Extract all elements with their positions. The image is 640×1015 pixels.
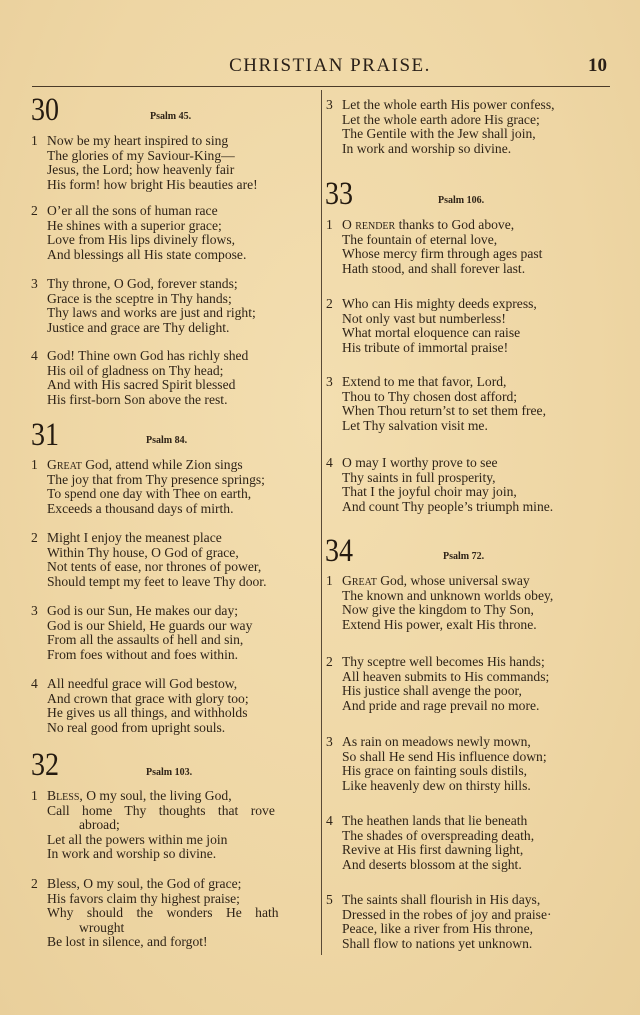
verse-number: 3	[31, 603, 38, 618]
verse-line: He gives us all things, and withholds	[47, 705, 248, 721]
hymn-number: 33	[325, 176, 354, 212]
verse	[31, 203, 247, 262]
verse-line: Shall flow to nations yet unknown.	[342, 935, 533, 951]
verse-number: 3	[326, 734, 333, 749]
verse-line: The joy that from Thy presence springs;	[47, 471, 265, 487]
verse-line: His grace on fainting souls distils,	[342, 763, 528, 779]
verse-number: 3	[326, 97, 333, 112]
verse-line: God! Thine own God has richly shed	[47, 348, 249, 363]
verse-line: And blessings all His state compose.	[47, 246, 247, 262]
verse	[326, 217, 543, 276]
verse	[326, 97, 555, 156]
verse	[326, 892, 552, 951]
verse-line: Dressed in the robes of joy and praise·	[342, 906, 552, 922]
verse-line-continuation: abroad;	[79, 817, 120, 833]
verse-line: And count Thy people’s triumph mine.	[342, 498, 554, 514]
verse-line: Like heavenly dew on thirsty hills.	[342, 777, 531, 793]
verse	[326, 573, 554, 632]
verse-line: Hath stood, and shall forever last.	[342, 260, 526, 276]
verse-line: He shines with a superior grace;	[47, 217, 222, 233]
verse-line: All needful grace will God bestow,	[47, 676, 238, 691]
verse-line: The known and unknown worlds obey,	[342, 587, 554, 603]
verse-line: Be lost in silence, and forgot!	[47, 934, 208, 950]
verse-line: Not tents of ease, nor thrones of power,	[47, 559, 262, 575]
hymn-source: Psalm 72.	[443, 551, 485, 562]
verse	[326, 654, 550, 713]
verse-number: 5	[326, 892, 333, 907]
verse	[31, 133, 258, 192]
verse-line-rest: God, whose universal sway	[376, 573, 530, 588]
verse-number: 2	[31, 876, 38, 891]
verse-number: 3	[31, 276, 38, 291]
verse-line: His oil of gladness on Thy head;	[47, 362, 224, 378]
verse-number: 1	[31, 457, 38, 472]
verse-line: And crown that grace with glory too;	[47, 690, 249, 706]
small-caps-word: Bless	[47, 788, 80, 803]
verse-number: 2	[31, 203, 38, 218]
verse-line: So shall He send His influence down;	[342, 748, 547, 764]
verse-number: 4	[31, 348, 38, 363]
verse-line: The fountain of eternal love,	[342, 231, 498, 247]
verse-number: 4	[31, 676, 38, 691]
verse-line: His first-born Son above the rest.	[47, 391, 228, 407]
hymn-source: Psalm 84.	[146, 435, 188, 446]
verse-line: His justice shall avenge the poor,	[342, 683, 522, 699]
column-divider	[321, 90, 322, 955]
verse-line: The glories of my Saviour-King—	[47, 147, 235, 163]
verse-line-rest: thanks to God above,	[395, 217, 515, 232]
hymn-source: Psalm 45.	[150, 111, 192, 122]
verse-line: To spend one day with Thee on earth,	[47, 486, 252, 502]
verse-line: Peace, like a river from His throne,	[342, 921, 533, 937]
verse-line: God is our Shield, He guards our way	[47, 617, 253, 633]
verse-line: All heaven submits to His commands;	[342, 668, 550, 684]
verse-line: The saints shall flourish in His days,	[342, 892, 541, 907]
verse-line: O’er all the sons of human race	[47, 203, 218, 218]
verse-line: Within Thy house, O God of grace,	[47, 544, 239, 560]
verse-line: Revive at His first dawning light,	[342, 842, 524, 858]
verse-line	[342, 574, 553, 589]
running-head: CHRISTIAN PRAISE.	[229, 55, 431, 76]
verse-line: Love from His lips divinely flows,	[47, 232, 236, 248]
hymn-source: Psalm 106.	[438, 195, 485, 206]
verse-line: In work and worship so divine.	[47, 846, 217, 862]
verse-number: 4	[326, 813, 333, 828]
verse-line: Thy laws and works are just and right;	[47, 305, 256, 321]
verse-line: Might I enjoy the meanest place	[47, 530, 222, 545]
hymn-number: 34	[325, 533, 354, 569]
verse	[31, 457, 265, 516]
header-rule	[32, 86, 610, 87]
verse-line: When Thou return’st to set them free,	[342, 403, 546, 419]
verse	[31, 276, 256, 335]
verse	[31, 788, 275, 862]
verse-line: Let Thy salvation visit me.	[342, 417, 488, 433]
verse-line: What mortal eloquence can raise	[342, 325, 521, 341]
verse-line: The Gentile with the Jew shall join,	[342, 126, 536, 142]
verse-line: And pride and rage prevail no more.	[342, 697, 540, 713]
verse-line: Why should the wonders He hath	[47, 905, 279, 921]
page-number: 10	[588, 55, 607, 76]
verse-line: God is our Sun, He makes our day;	[47, 603, 239, 618]
verse-number: 1	[326, 573, 333, 588]
verse-line: As rain on meadows newly mown,	[342, 734, 531, 749]
verse-line: From all the assaults of hell and sin,	[47, 632, 244, 648]
verse-number: 2	[31, 530, 38, 545]
verse	[31, 876, 279, 950]
verse-line: Extend His power, exalt His throne.	[342, 616, 537, 632]
verse-line: Now be my heart inspired to sing	[47, 133, 229, 148]
verse-line: The shades of overspreading death,	[342, 827, 535, 843]
verse-line-rest: God, attend while Zion sings	[81, 457, 243, 472]
verse	[326, 813, 535, 872]
hymn-number: 31	[31, 417, 60, 453]
verse-line-continuation: wrought	[79, 919, 125, 935]
verse-number: 1	[31, 788, 38, 803]
verse-number: 1	[31, 133, 38, 148]
hymn-number: 32	[31, 747, 60, 783]
verse-line: Thou to Thy chosen dost afford;	[342, 388, 518, 404]
verse	[31, 603, 253, 662]
verse-line: Thy saints in full prosperity,	[342, 469, 496, 485]
verse-number: 2	[326, 296, 333, 311]
verse-line: Justice and grace are Thy delight.	[47, 319, 230, 335]
verse-line: Extend to me that favor, Lord,	[342, 374, 507, 389]
verse-line: His tribute of immortal praise!	[342, 339, 509, 355]
verse-line: And deserts blossom at the sight.	[342, 856, 522, 872]
verse-line-rest: , O my soul, the living God,	[79, 788, 232, 803]
verse-line: Let the whole earth His power confess,	[342, 97, 555, 112]
verse-line: Thy throne, O God, forever stands;	[47, 276, 238, 291]
small-caps-word: Great	[342, 573, 377, 588]
verse-number: 3	[326, 374, 333, 389]
verse	[326, 374, 546, 433]
verse-number: 2	[326, 654, 333, 669]
verse-line: Who can His mighty deeds express,	[342, 296, 537, 311]
verse-line	[342, 218, 542, 233]
verse-line: The heathen lands that lie beneath	[342, 813, 528, 828]
verse-line: His form! how bright His beauties are!	[47, 176, 258, 192]
verse-line: Should tempt my feet to leave Thy door.	[47, 573, 267, 589]
verse-line: Grace is the sceptre in Thy hands;	[47, 290, 232, 306]
verse-line: No real good from upright souls.	[47, 719, 226, 735]
verse-line: Let all the powers within me join	[47, 831, 228, 847]
small-caps-word: Great	[47, 457, 82, 472]
verse	[326, 734, 547, 793]
small-caps-word: O render	[342, 217, 396, 232]
verse-line: Let the whole earth adore His grace;	[342, 111, 540, 127]
verse	[31, 530, 267, 589]
verse-line: In work and worship so divine.	[342, 140, 512, 156]
hymn-number: 30	[31, 92, 60, 128]
verse-line: From foes without and foes within.	[47, 646, 239, 662]
verse	[31, 676, 249, 735]
verse-line: O may I worthy prove to see	[342, 455, 498, 470]
verse-number: 4	[326, 455, 333, 470]
verse	[326, 296, 537, 355]
verse-line: Not only vast but numberless!	[342, 310, 506, 326]
verse-line: Whose mercy firm through ages past	[342, 246, 543, 262]
verse-line: That I the joyful choir may join,	[342, 484, 517, 500]
verse-line: Jesus, the Lord; how heavenly fair	[47, 162, 235, 178]
verse-number: 1	[326, 217, 333, 232]
verse-line	[47, 789, 275, 804]
hymn-source: Psalm 103.	[146, 767, 193, 778]
verse-line: Bless, O my soul, the God of grace;	[47, 876, 242, 891]
verse	[326, 455, 554, 514]
verse-line: Exceeds a thousand days of mirth.	[47, 500, 234, 516]
verse-line: Call home Thy thoughts that rove	[47, 802, 275, 818]
verse-line	[47, 458, 265, 473]
verse-line: His favors claim thy highest praise;	[47, 890, 240, 906]
verse-line: And with His sacred Spirit blessed	[47, 377, 236, 393]
verse-line: Now give the kingdom to Thy Son,	[342, 602, 534, 618]
verse	[31, 348, 249, 407]
verse-line: Thy sceptre well becomes His hands;	[342, 654, 545, 669]
